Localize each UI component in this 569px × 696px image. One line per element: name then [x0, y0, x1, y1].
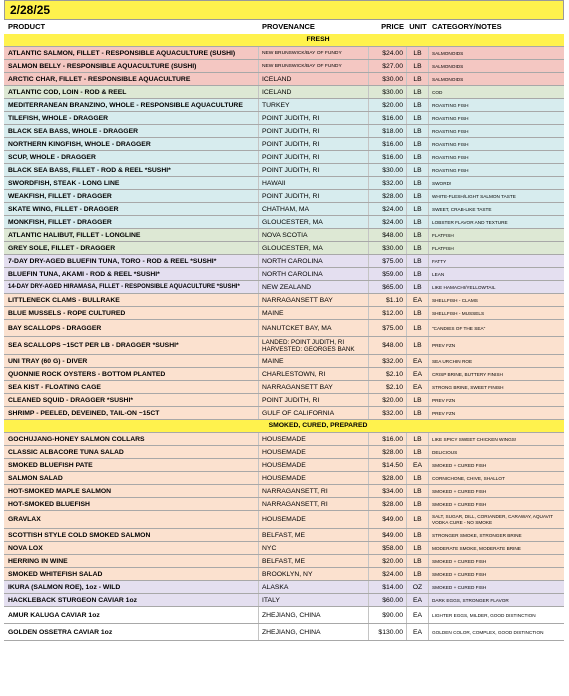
table-row [4, 138, 564, 151]
unit: LB [407, 73, 429, 85]
price: $49.00 [369, 529, 407, 541]
price: $28.00 [369, 446, 407, 458]
price: $20.00 [369, 555, 407, 567]
table-row [4, 529, 564, 542]
unit: LB [407, 216, 429, 228]
table-row [4, 320, 564, 337]
unit: LB [407, 485, 429, 497]
price: $24.00 [369, 216, 407, 228]
product-name: SKATE WING, FILLET - DRAGGER [4, 203, 259, 215]
unit: LB [407, 164, 429, 176]
category-notes: COD [432, 89, 443, 95]
price: $24.00 [369, 203, 407, 215]
price: $16.00 [369, 138, 407, 150]
unit: EA [407, 607, 429, 623]
table-row [4, 229, 564, 242]
category-notes: GOLDEN COLOR, COMPLEX, GOOD DISTINCTION [432, 629, 544, 635]
category-notes: MODERATE SMOKE, MODERATE BRINE [432, 545, 521, 551]
table-row [4, 368, 564, 381]
provenance: GLOUCESTER, MA [259, 216, 369, 228]
table-row [4, 355, 564, 368]
section-title: FRESH [306, 36, 330, 43]
unit: LB [407, 242, 429, 254]
unit: EA [407, 624, 429, 640]
provenance: MAINE [259, 355, 369, 367]
unit: LB [407, 320, 429, 336]
category-notes: SMOKED + CURED FISH [432, 584, 487, 590]
product-name: SHRIMP - PEELED, DEVEINED, TAIL-ON ~15CT [4, 407, 259, 419]
price: $16.00 [369, 151, 407, 163]
table-row [4, 216, 564, 229]
table-row [4, 164, 564, 177]
table-row [4, 542, 564, 555]
price: $32.00 [369, 407, 407, 419]
category-notes: SMOKED + CURED FISH [432, 558, 487, 564]
unit: LB [407, 472, 429, 484]
provenance: HOUSEMADE [259, 433, 369, 445]
product-name: BLACK SEA BASS, WHOLE - DRAGGER [4, 125, 259, 137]
provenance: NARRAGANSETT, RI [259, 498, 369, 510]
product-name: HERRING IN WINE [4, 555, 259, 567]
category-notes: "CANDIES OF THE SEA" [432, 325, 486, 331]
table-row [4, 60, 564, 73]
unit: EA [407, 368, 429, 380]
unit: LB [407, 112, 429, 124]
category-notes: ROASTING FISH [432, 154, 469, 160]
sheet-date: 2/28/25 [4, 0, 564, 20]
table-row [4, 568, 564, 581]
price: $12.00 [369, 307, 407, 319]
category-notes: SWORD! [432, 180, 452, 186]
provenance: NYC [259, 542, 369, 554]
price: $59.00 [369, 268, 407, 280]
section-header [4, 34, 564, 47]
provenance: POINT JUDITH, RI [259, 164, 369, 176]
product-name: NORTHERN KINGFISH, WHOLE - DRAGGER [4, 138, 259, 150]
category-notes: LIGHTER EGGS, MILDER, GOOD DISTINCTION [432, 612, 536, 618]
product-name: CLASSIC ALBACORE TUNA SALAD [4, 446, 259, 458]
price: $16.00 [369, 433, 407, 445]
table-row [4, 607, 564, 624]
unit: LB [407, 229, 429, 241]
provenance: POINT JUDITH, RI [259, 112, 369, 124]
category-notes: SMOKED + CURED FISH [432, 488, 487, 494]
provenance: NEW ZEALAND [259, 281, 369, 293]
provenance: MAINE [259, 307, 369, 319]
unit: OZ [407, 581, 429, 593]
price: $32.00 [369, 355, 407, 367]
provenance: ICELAND [259, 86, 369, 98]
category-notes: SEA URCHIN ROE [432, 358, 473, 364]
category-notes: STRONG BRINE, SWEET FINISH [432, 384, 504, 390]
table-row [4, 190, 564, 203]
unit: LB [407, 337, 429, 354]
price: $90.00 [369, 607, 407, 623]
table-row [4, 86, 564, 99]
price: $18.00 [369, 125, 407, 137]
header-price: PRICE [381, 22, 404, 31]
price: $2.10 [369, 381, 407, 393]
unit: LB [407, 511, 429, 528]
provenance: POINT JUDITH, RI [259, 125, 369, 137]
table-row [4, 177, 564, 190]
header-product: PRODUCT [8, 22, 46, 31]
category-notes: ROASTING FISH [432, 128, 469, 134]
product-name: ARCTIC CHAR, FILLET - RESPONSIBLE AQUACULTURE [4, 73, 259, 85]
table-row [4, 472, 564, 485]
table-row [4, 446, 564, 459]
unit: LB [407, 568, 429, 580]
unit: LB [407, 255, 429, 267]
column-header-row [4, 20, 564, 34]
header-unit: UNIT [409, 22, 427, 31]
table-row [4, 337, 564, 355]
price: $20.00 [369, 394, 407, 406]
product-name: HOT-SMOKED MAPLE SALMON [4, 485, 259, 497]
product-name: CLEANED SQUID - DRAGGER *SUSHI* [4, 394, 259, 406]
table-row [4, 555, 564, 568]
product-name: ATLANTIC SALMON, FILLET - RESPONSIBLE AQUACULTURE (SUSHI) [4, 47, 259, 59]
product-name: SCOTTISH STYLE COLD SMOKED SALMON [4, 529, 259, 541]
provenance: NARRAGANSETT, RI [259, 485, 369, 497]
category-notes: SALMONOIDS [432, 50, 464, 56]
section-title: SMOKED, CURED, PREPARED [268, 422, 368, 429]
unit: LB [407, 407, 429, 419]
product-name: SMOKED WHITEFISH SALAD [4, 568, 259, 580]
category-notes: PREV FZN [432, 343, 456, 348]
provenance: NANUTCKET BAY, MA [259, 320, 369, 336]
price: $28.00 [369, 472, 407, 484]
category-notes: ROASTING FISH [432, 115, 469, 121]
table-row [4, 268, 564, 281]
unit: LB [407, 498, 429, 510]
unit: EA [407, 355, 429, 367]
price: $2.10 [369, 368, 407, 380]
provenance: HOUSEMADE [259, 446, 369, 458]
category-notes: FLATFISH [432, 232, 454, 238]
category-notes: SMOKED + CURED FISH [432, 501, 487, 507]
product-name: SWORDFISH, STEAK - LONG LINE [4, 177, 259, 189]
unit: LB [407, 307, 429, 319]
table-row [4, 485, 564, 498]
category-notes: CORNICHONE, CHIVE, SHALLOT [432, 475, 505, 481]
price: $75.00 [369, 320, 407, 336]
price: $48.00 [369, 229, 407, 241]
provenance: NOVA SCOTIA [259, 229, 369, 241]
unit: LB [407, 433, 429, 445]
table-row [4, 459, 564, 472]
table-row [4, 624, 564, 641]
category-notes: SMOKED + CURED FISH [432, 571, 487, 577]
table-row [4, 381, 564, 394]
unit: EA [407, 459, 429, 471]
provenance: GLOUCESTER, MA [259, 242, 369, 254]
unit: EA [407, 594, 429, 606]
unit: LB [407, 86, 429, 98]
provenance: POINT JUDITH, RI [259, 151, 369, 163]
product-name: BLUE MUSSELS - ROPE CULTURED [4, 307, 259, 319]
category-notes: LOBSTER FLAVOR AND TEXTURE [432, 219, 508, 225]
category-notes: ROASTING FISH [432, 102, 469, 108]
price: $30.00 [369, 242, 407, 254]
category-notes: FATTY [432, 258, 447, 264]
header-provenance: PROVENANCE [262, 22, 315, 31]
table-row [4, 511, 564, 529]
price: $48.00 [369, 337, 407, 354]
product-name: GRAVLAX [4, 511, 259, 528]
product-name: HACKLEBACK STURGEON CAVIAR 1oz [4, 594, 259, 606]
product-name: IKURA (SALMON ROE), 1oz - WILD [4, 581, 259, 593]
category-notes: STRONGER SMOKE, STRONGER BRINE [432, 532, 522, 538]
unit: LB [407, 268, 429, 280]
price: $1.10 [369, 294, 407, 306]
category-notes: CRISP BRINE, BUTTERY FINISH [432, 371, 503, 377]
price: $30.00 [369, 73, 407, 85]
category-notes: LIKE SPICY SWEET CHICKEN WINGS! [432, 436, 517, 442]
provenance: TURKEY [259, 99, 369, 111]
provenance: HOUSEMADE [259, 472, 369, 484]
unit: EA [407, 381, 429, 393]
unit: LB [407, 281, 429, 293]
product-name: SALMON BELLY - RESPONSIBLE AQUACULTURE (SUSHI) [4, 60, 259, 72]
provenance: HOUSEMADE [259, 459, 369, 471]
product-name: BLUEFIN TUNA, AKAMI - ROD & REEL *SUSHI* [4, 268, 259, 280]
unit: LB [407, 177, 429, 189]
provenance: ICELAND [259, 73, 369, 85]
category-notes: SMOKED + CURED FISH [432, 462, 487, 468]
price: $75.00 [369, 255, 407, 267]
price: $34.00 [369, 485, 407, 497]
product-name: BAY SCALLOPS - DRAGGER [4, 320, 259, 336]
table-row [4, 581, 564, 594]
unit: LB [407, 190, 429, 202]
product-name: 7-DAY DRY-AGED BLUEFIN TUNA, TORO - ROD & REEL *SUSHI* [4, 255, 259, 267]
category-notes: FLATFISH [432, 245, 454, 251]
table-row [4, 307, 564, 320]
price: $65.00 [369, 281, 407, 293]
provenance: BELFAST, ME [259, 555, 369, 567]
provenance: LANDED: POINT JUDITH, RI HARVESTED: GEORGES BANK [259, 337, 369, 354]
product-name: SALMON SALAD [4, 472, 259, 484]
table-row [4, 99, 564, 112]
table-row [4, 73, 564, 86]
provenance: NEW BRUNSWICK/BAY OF FUNDY [259, 60, 369, 72]
provenance: NARRAGANSETT BAY [259, 294, 369, 306]
price: $14.50 [369, 459, 407, 471]
table-row [4, 112, 564, 125]
provenance: ITALY [259, 594, 369, 606]
category-notes: PREV FZN [432, 397, 456, 403]
section-header [4, 420, 564, 433]
provenance: NORTH CAROLINA [259, 255, 369, 267]
unit: LB [407, 138, 429, 150]
product-name: SEA KIST - FLOATING CAGE [4, 381, 259, 393]
provenance: ZHEJIANG, CHINA [259, 607, 369, 623]
product-name: UNI TRAY (60 G) - DIVER [4, 355, 259, 367]
product-name: BLACK SEA BASS, FILLET - ROD & REEL *SUSHI* [4, 164, 259, 176]
table-row [4, 498, 564, 511]
product-name: SCUP, WHOLE - DRAGGER [4, 151, 259, 163]
unit: LB [407, 203, 429, 215]
category-notes: WHITE-FLESH/LIGHT SALMON TASTE [432, 193, 516, 199]
price-sheet [4, 0, 564, 641]
provenance: BROOKLYN, NY [259, 568, 369, 580]
product-name: GREY SOLE, FILLET - DRAGGER [4, 242, 259, 254]
provenance: BELFAST, ME [259, 529, 369, 541]
price: $27.00 [369, 60, 407, 72]
provenance: NEW BRUNSWICK/BAY OF FUNDY [259, 47, 369, 59]
category-notes: SHELLFISH - MUSSELS [432, 310, 485, 316]
provenance: CHARLESTOWN, RI [259, 368, 369, 380]
provenance: HAWAII [259, 177, 369, 189]
table-row [4, 47, 564, 60]
price: $130.00 [369, 624, 407, 640]
product-name: TILEFISH, WHOLE - DRAGGER [4, 112, 259, 124]
price: $24.00 [369, 47, 407, 59]
price: $24.00 [369, 568, 407, 580]
category-notes: DELICIOUS [432, 449, 458, 455]
price: $32.00 [369, 177, 407, 189]
provenance: ZHEJIANG, CHINA [259, 624, 369, 640]
table-row [4, 294, 564, 307]
unit: LB [407, 446, 429, 458]
table-body [4, 34, 564, 641]
unit: LB [407, 555, 429, 567]
product-name: ATLANTIC COD, LOIN - ROD & REEL [4, 86, 259, 98]
category-notes: SWEET, CRAB-LIKE TASTE [432, 206, 492, 212]
product-name: 14-DAY DRY-AGED HIRAMASA, FILLET - RESPONSIBLE AQUACULTURE *SUSHI* [4, 281, 259, 293]
price: $28.00 [369, 190, 407, 202]
category-notes: PREV FZN [432, 410, 456, 416]
unit: LB [407, 542, 429, 554]
provenance: NORTH CAROLINA [259, 268, 369, 280]
product-name: GOLDEN OSSETRA CAVIAR 1oz [4, 624, 259, 640]
unit: LB [407, 394, 429, 406]
price: $30.00 [369, 164, 407, 176]
unit: EA [407, 294, 429, 306]
price: $16.00 [369, 112, 407, 124]
product-name: NOVA LOX [4, 542, 259, 554]
table-row [4, 594, 564, 607]
category-notes: ROASTING FISH [432, 141, 469, 147]
unit: LB [407, 47, 429, 59]
category-notes: SALMONOIDS [432, 63, 464, 69]
product-name: HOT-SMOKED BLUEFISH [4, 498, 259, 510]
table-row [4, 125, 564, 138]
unit: LB [407, 99, 429, 111]
provenance: POINT JUDITH, RI [259, 394, 369, 406]
table-row [4, 433, 564, 446]
product-name: QUONNIE ROCK OYSTERS - BOTTOM PLANTED [4, 368, 259, 380]
provenance: GULF OF CALIFORNIA [259, 407, 369, 419]
category-notes: SHELLFISH - CLAMS [432, 297, 478, 303]
product-name: GOCHUJANG-HONEY SALMON COLLARS [4, 433, 259, 445]
product-name: MONKFISH, FILLET - DRAGGER [4, 216, 259, 228]
price: $49.00 [369, 511, 407, 528]
product-name: LITTLENECK CLAMS - BULLRAKE [4, 294, 259, 306]
table-row [4, 281, 564, 294]
product-name: WEAKFISH, FILLET - DRAGGER [4, 190, 259, 202]
table-row [4, 394, 564, 407]
unit: LB [407, 151, 429, 163]
price: $58.00 [369, 542, 407, 554]
provenance: NARRAGANSETT BAY [259, 381, 369, 393]
table-row [4, 151, 564, 164]
category-notes: DARK EGGS, STRONGER FLAVOR [432, 597, 509, 603]
table-row [4, 407, 564, 420]
category-notes: LEAN [432, 271, 445, 277]
product-name: ATLANTIC HALIBUT, FILLET - LONGLINE [4, 229, 259, 241]
table-row [4, 203, 564, 216]
price: $30.00 [369, 86, 407, 98]
product-name: MEDITERRANEAN BRANZINO, WHOLE - RESPONSIBLE AQUACULTURE [4, 99, 259, 111]
category-notes: ROASTING FISH [432, 167, 469, 173]
unit: LB [407, 529, 429, 541]
provenance: ALASKA [259, 581, 369, 593]
table-row [4, 255, 564, 268]
provenance: HOUSEMADE [259, 511, 369, 528]
unit: LB [407, 60, 429, 72]
table-row [4, 242, 564, 255]
price: $14.00 [369, 581, 407, 593]
provenance: CHATHAM, MA [259, 203, 369, 215]
price: $28.00 [369, 498, 407, 510]
provenance: POINT JUDITH, RI [259, 190, 369, 202]
price: $60.00 [369, 594, 407, 606]
product-name: AMUR KALUGA CAVIAR 1oz [4, 607, 259, 623]
category-notes: LIKE HAMACHI/YELLOWTAIL [432, 284, 496, 290]
product-name: SEA SCALLOPS ~15CT PER LB - DRAGGER *SUSHI* [4, 337, 259, 354]
header-notes: CATEGORY/NOTES [432, 22, 502, 31]
unit: LB [407, 125, 429, 137]
category-notes: SALT, SUGAR, DILL, CORIANDER, CARAWAY, AQUAVIT VODKA CURE - NO SMOKE [432, 514, 553, 525]
product-name: SMOKED BLUEFISH PATE [4, 459, 259, 471]
price: $20.00 [369, 99, 407, 111]
category-notes: SALMONOIDS [432, 76, 464, 82]
provenance: POINT JUDITH, RI [259, 138, 369, 150]
